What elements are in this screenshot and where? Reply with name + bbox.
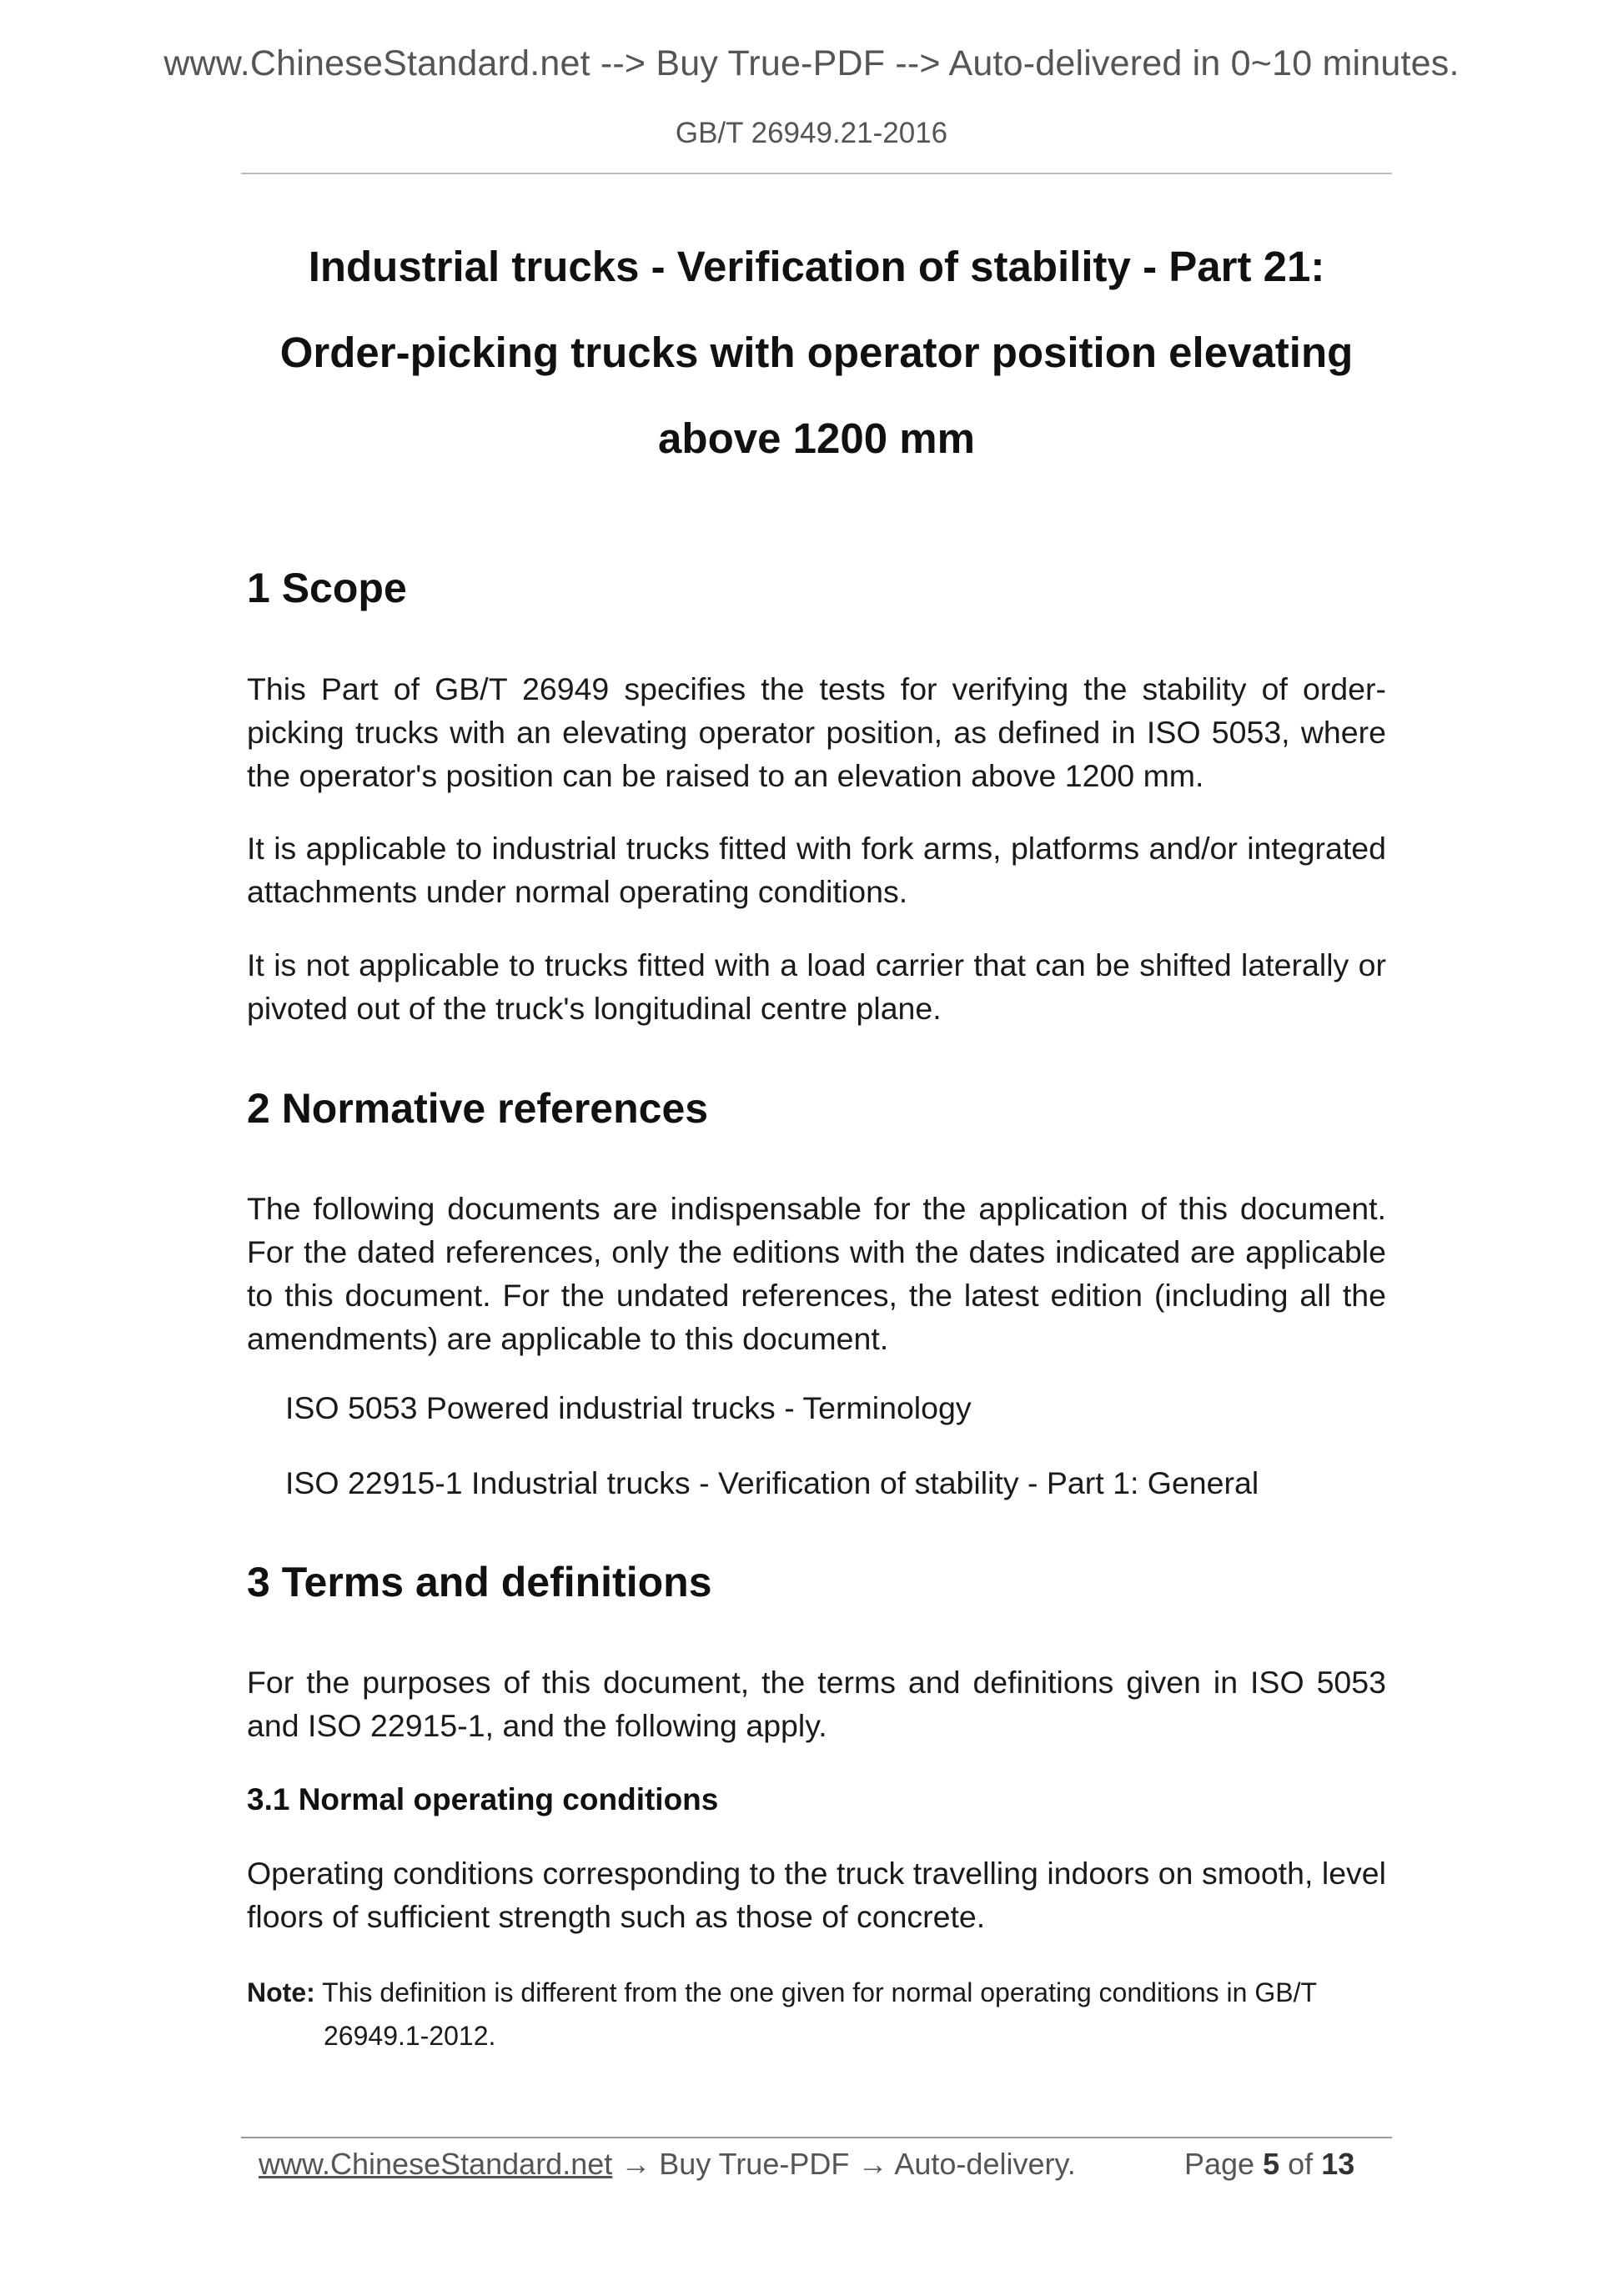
arrow-right-icon: → <box>621 2147 651 2181</box>
document-title-line-1: Industrial trucks - Verification of stability - Part 21: <box>308 243 1325 290</box>
page-indicator <box>1184 2147 1354 2182</box>
section-heading-terms-definitions: 3 Terms and definitions <box>247 1559 712 1605</box>
footer-left <box>259 2147 1076 2182</box>
scope-paragraph-3: It is not applicable to trucks fitted with a load carrier that can be shifted laterally or pivoted out of the truck's longitudinal centre plane. <box>247 947 1386 1026</box>
footer-website-link[interactable]: www.ChineseStandard.net <box>259 2147 613 2181</box>
header-divider <box>241 173 1392 174</box>
terms-paragraph: For the purposes of this document, the terms and definitions given in ISO 5053 and ISO 22915-1, and the following apply. <box>247 1665 1386 1743</box>
scope-paragraph-1: This Part of GB/T 26949 specifies the tests for verifying the stability of order-picking trucks with an elevating operator position, as defined in ISO 5053, where the operator's position can be raised to an elevation above 1200 mm. <box>247 671 1386 793</box>
footer-buy-text: Buy True-PDF <box>659 2147 850 2181</box>
footer-delivery-text: Auto-delivery. <box>894 2147 1076 2181</box>
note-label: Note: <box>247 1977 315 2007</box>
document-title-line-3: above 1200 mm <box>658 414 975 462</box>
section-heading-scope: 1 Scope <box>247 565 407 611</box>
page-label: Page <box>1184 2147 1255 2181</box>
footer-divider <box>241 2137 1392 2138</box>
arrow-right-icon: → <box>857 2147 888 2181</box>
definition-text: Operating conditions corresponding to the truck travelling indoors on smooth, level floors of sufficient strength such as those of concrete. <box>247 1856 1386 1934</box>
scope-paragraph-2: It is applicable to industrial trucks fitted with fork arms, platforms and/or integrated attachments under normal operating conditions. <box>247 831 1386 909</box>
note-text-line-1: This definition is different from the one given for normal operating conditions in GB/T <box>322 1977 1317 2007</box>
page-of: of <box>1288 2147 1314 2181</box>
page-current: 5 <box>1263 2147 1280 2181</box>
subsection-heading-normal-operating-conditions: 3.1 Normal operating conditions <box>247 1782 719 1816</box>
page-total: 13 <box>1321 2147 1355 2181</box>
top-banner: www.ChineseStandard.net --> Buy True-PDF --> Auto-delivered in 0~10 minutes. <box>163 43 1460 83</box>
note-text-line-2: 26949.1-2012. <box>324 2021 496 2051</box>
reference-item: ISO 22915-1 Industrial trucks - Verification of stability - Part 1: General <box>285 1465 1259 1500</box>
document-code: GB/T 26949.21-2016 <box>675 117 948 149</box>
section-heading-normative-references: 2 Normative references <box>247 1085 709 1132</box>
normative-paragraph: The following documents are indispensable for the application of this document. For the dated references, only the editions with the dates indicated are applicable to this document. For the undated references, the latest edition (including all the amendments) are applicable to this document. <box>247 1191 1386 1356</box>
reference-item: ISO 5053 Powered industrial trucks - Terminology <box>285 1390 972 1425</box>
definition-note <box>247 1971 1386 2057</box>
document-title-line-2: Order-picking trucks with operator position elevating <box>279 329 1354 376</box>
